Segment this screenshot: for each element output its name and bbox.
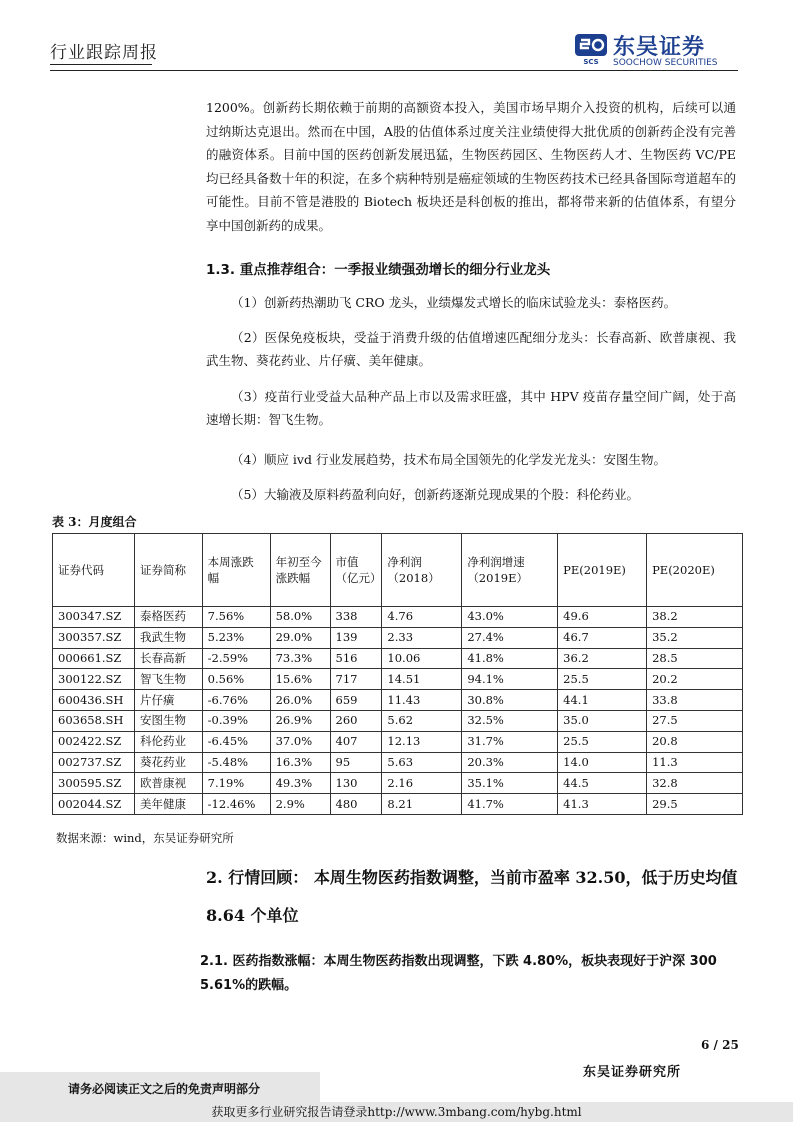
table-cell: 29.0% [270, 627, 330, 648]
table-cell: 科伦药业 [134, 731, 202, 752]
table-cell: 26.9% [270, 710, 330, 731]
table-cell: 002422.SZ [53, 731, 135, 752]
table-cell: 14.0 [558, 752, 647, 773]
table-header-cell: PE(2019E) [558, 534, 647, 607]
table-row [53, 648, 743, 669]
monthly-portfolio-table [52, 533, 743, 815]
table-cell: 5.62 [382, 710, 462, 731]
table-cell: 300595.SZ [53, 773, 135, 794]
table-cell: -6.76% [202, 690, 270, 711]
table-cell: 2.33 [382, 627, 462, 648]
table-caption: 表 3：月度组合 [52, 515, 137, 529]
table-cell: 28.5 [647, 648, 743, 669]
table-cell: 480 [330, 794, 382, 815]
table-cell: 659 [330, 690, 382, 711]
table-cell: 31.7% [462, 731, 558, 752]
table-cell: 29.5 [647, 794, 743, 815]
disclaimer-text: 请务必阅读正文之后的免责声明部分 [68, 1082, 261, 1096]
table-cell: 516 [330, 648, 382, 669]
table-cell: 20.3% [462, 752, 558, 773]
table-cell: 26.0% [270, 690, 330, 711]
table-cell: -2.59% [202, 648, 270, 669]
table-cell: 300357.SZ [53, 627, 135, 648]
table-cell: 7.19% [202, 773, 270, 794]
table-cell: 11.43 [382, 690, 462, 711]
page-number: 6 / 25 [701, 1038, 739, 1052]
table-cell: 338 [330, 607, 382, 628]
table-row [53, 773, 743, 794]
table-row [53, 752, 743, 773]
title-underline [50, 64, 152, 65]
table-cell: 49.6 [558, 607, 647, 628]
table-row [53, 794, 743, 815]
table-header-cell: 净利润增速（2019E） [462, 534, 558, 607]
brand-name-cn: 东吴证券 [613, 35, 706, 60]
table-cell: 30.8% [462, 690, 558, 711]
table-cell: -6.45% [202, 731, 270, 752]
table-cell: 5.63 [382, 752, 462, 773]
table-cell: 94.1% [462, 669, 558, 690]
table-cell: 16.3% [270, 752, 330, 773]
table-cell: 33.8 [647, 690, 743, 711]
table-cell: 美年健康 [134, 794, 202, 815]
table-cell: -0.39% [202, 710, 270, 731]
table-cell: 41.3 [558, 794, 647, 815]
table-cell: 27.4% [462, 627, 558, 648]
table-cell: 5.23% [202, 627, 270, 648]
table-row [53, 710, 743, 731]
brand-name-en: SOOCHOW SECURITIES [613, 58, 718, 68]
table-cell: 35.0 [558, 710, 647, 731]
brand-logo-icon [573, 30, 609, 66]
table-cell: 49.3% [270, 773, 330, 794]
table-cell: 智飞生物 [134, 669, 202, 690]
section-2-1-heading: 2.1. 医药指数涨幅：本周生物医药指数出现调整，下跌 4.80%，板块表现好于沪深 300 5.61%的跌幅。 [200, 954, 717, 993]
table-row [53, 627, 743, 648]
table-header-cell: 净利润（2018） [382, 534, 462, 607]
table-cell: 36.2 [558, 648, 647, 669]
table-row [53, 669, 743, 690]
table-cell: 95 [330, 752, 382, 773]
table-cell: 41.7% [462, 794, 558, 815]
list-item: （2）医保免疫板块，受益于消费升级的估值增速匹配细分龙头：长春高新、欧普康视、我武生物、葵花药业、片仔癀、美年健康。 [206, 330, 736, 368]
table-cell: 73.3% [270, 648, 330, 669]
table-cell: 130 [330, 773, 382, 794]
table-cell: 11.3 [647, 752, 743, 773]
table-cell: 20.2 [647, 669, 743, 690]
table-row [53, 690, 743, 711]
table-header-cell: 年初至今涨跌幅 [270, 534, 330, 607]
table-header-cell: 市值（亿元） [330, 534, 382, 607]
list-item: （5）大输液及原料药盈利向好，创新药逐渐兑现成果的个股：科伦药业。 [231, 487, 639, 502]
table-cell: 43.0% [462, 607, 558, 628]
table-cell: 欧普康视 [134, 773, 202, 794]
table-cell: 12.13 [382, 731, 462, 752]
table-cell: 41.8% [462, 648, 558, 669]
table-cell: 片仔癀 [134, 690, 202, 711]
table-cell: 2.9% [270, 794, 330, 815]
data-source-note: 数据来源：wind，东吴证券研究所 [56, 831, 234, 845]
table-cell: 58.0% [270, 607, 330, 628]
table-cell: 27.5 [647, 710, 743, 731]
table-cell: 46.7 [558, 627, 647, 648]
table-cell: 32.5% [462, 710, 558, 731]
table-cell: 长春高新 [134, 648, 202, 669]
table-cell: -5.48% [202, 752, 270, 773]
table-cell: 260 [330, 710, 382, 731]
table-cell: 35.1% [462, 773, 558, 794]
report-type-title: 行业跟踪周报 [50, 43, 158, 63]
table-cell: 37.0% [270, 731, 330, 752]
table-header-cell: PE(2020E) [647, 534, 743, 607]
brand-logo [573, 30, 738, 70]
table-cell: 32.8 [647, 773, 743, 794]
table-cell: 300122.SZ [53, 669, 135, 690]
table-cell: 002737.SZ [53, 752, 135, 773]
intro-paragraph: 1200%。创新药长期依赖于前期的高额资本投入，美国市场早期介入投资的机构，后续可以通过纳斯达克退出。然而在中国，A股的估值体系过度关注业绩使得大批优质的创新药企没有完善的融资体系。目前中国的医药创新发展迅猛，生物医药园区、生物医药人才、生物医药 VC/PE 均已经具备数十年的积淀，在多个病种特别是癌症领域的生物医药技术已经具备国际弯道超车的可能性。目前不管是港股的 Biotech 板块还是科创板的推出，都将带来新的估值体系，有望分享中国创新药的成果。 [206, 100, 736, 233]
table-cell: 2.16 [382, 773, 462, 794]
table-cell: 300347.SZ [53, 607, 135, 628]
bottom-link-note[interactable]: 获取更多行业研究报告请登录http://www.3mbang.com/hybg.html [211, 1105, 582, 1119]
table-cell: 我武生物 [134, 627, 202, 648]
table-cell: -12.46% [202, 794, 270, 815]
table-cell: 4.76 [382, 607, 462, 628]
table-cell: 10.06 [382, 648, 462, 669]
table-cell: 002044.SZ [53, 794, 135, 815]
table-cell: 8.21 [382, 794, 462, 815]
table-row [53, 731, 743, 752]
table-cell: 44.5 [558, 773, 647, 794]
table-header-row [53, 534, 743, 607]
table-cell: 20.8 [647, 731, 743, 752]
section-2-heading: 2. 行情回顾： 本周生物医药指数调整，当前市盈率 32.50，低于历史均值 8.64 个单位 [206, 868, 738, 925]
table-cell: 安图生物 [134, 710, 202, 731]
footer-org-name: 东吴证券研究所 [583, 1065, 682, 1080]
table-header-cell: 证券简称 [134, 534, 202, 607]
table-cell: 717 [330, 669, 382, 690]
section-1-3-heading: 1.3. 重点推荐组合：一季报业绩强劲增长的细分行业龙头 [206, 262, 551, 278]
table-cell: 000661.SZ [53, 648, 135, 669]
table-cell: 139 [330, 627, 382, 648]
table-cell: 15.6% [270, 669, 330, 690]
table-cell: 600436.SH [53, 690, 135, 711]
table-row [53, 607, 743, 628]
table-header-cell: 本周涨跌幅 [202, 534, 270, 607]
table-cell: 44.1 [558, 690, 647, 711]
table-cell: 泰格医药 [134, 607, 202, 628]
table-cell: 葵花药业 [134, 752, 202, 773]
table-cell: 603658.SH [53, 710, 135, 731]
table-cell: 7.56% [202, 607, 270, 628]
list-item: （3）疫苗行业受益大品种产品上市以及需求旺盛，其中 HPV 疫苗存量空间广阔，处于高速增长期：智飞生物。 [206, 389, 736, 427]
table-cell: 0.56% [202, 669, 270, 690]
list-item: （4）顺应 ivd 行业发展趋势，技术布局全国领先的化学发光龙头：安图生物。 [231, 452, 666, 467]
table-cell: 25.5 [558, 731, 647, 752]
list-item: （1）创新药热潮助飞 CRO 龙头，业绩爆发式增长的临床试验龙头：泰格医药。 [231, 295, 677, 310]
table-cell: 25.5 [558, 669, 647, 690]
brand-mark-text: SCS [583, 58, 599, 66]
table-header-cell: 证券代码 [53, 534, 135, 607]
table-cell: 35.2 [647, 627, 743, 648]
table-cell: 14.51 [382, 669, 462, 690]
table-cell: 38.2 [647, 607, 743, 628]
header-divider [50, 70, 738, 71]
table-cell: 407 [330, 731, 382, 752]
